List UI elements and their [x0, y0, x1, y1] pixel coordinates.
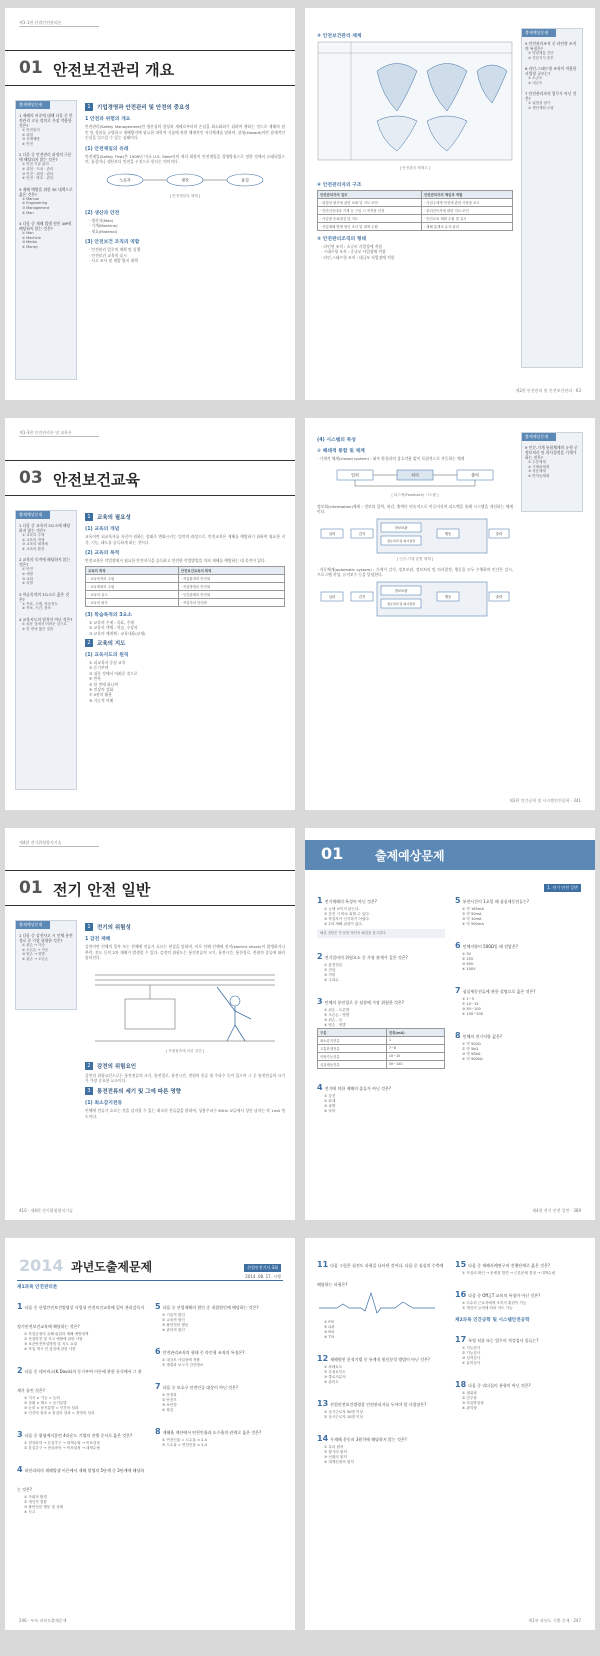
question-column [455, 1252, 583, 1417]
page-safety-education [5, 418, 295, 810]
system-diagram [317, 41, 513, 173]
table-row: · 위험성 평가에 관한 보좌 및 지도·조언 · 사업주에게 안전에 관한 사항을 보고 [318, 199, 513, 207]
chapter-title: 출제예상문제 [375, 849, 445, 863]
list-item: · 안전관리 업무의 계획 및 실행 [89, 247, 141, 253]
paragraph: 감전의 위험요인으로는 통전전류의 크기, 통전경로, 통전시간, 전원의 종류 및 주파수 등이 있으며 그 중 통전전류의 크기가 가장 중요한 요소이다. [85, 1072, 285, 1084]
question: 17 특정 직종 또는 업무의 적성검사 종류는? ① 지능검사 ② 기능검사 ③ 성격검사 ④ 흥미검사 [455, 1335, 539, 1365]
table-row: · 교육의 실시 · 인간관계의 안전화 [86, 590, 285, 598]
chapter-title-bar [5, 870, 295, 906]
list-item: ② 교육의 객체 : 학습, 수강자 [89, 625, 138, 631]
question-column [317, 1252, 445, 1471]
paragraph: 교육이란 피교육자를 자신이 원하는 상태로 변화시키는 일련의 과정으로, 안전교육은 재해를 예방하기 위하여 필요한 지식, 기능, 태도를 습득하게 하는 것이다. [85, 534, 285, 545]
flow-node: 처리 [411, 472, 419, 478]
running-footer: 410 · 제4편 전기위험방지기술 [19, 1208, 73, 1213]
page-electrical-safety [5, 828, 295, 1220]
sidebar-question: 5 안전관리조직 중 라인형 조직의 특징은? ① 명령계통 간단 ② 전문지식 풍부 [525, 41, 577, 60]
sidebar-questions [15, 100, 77, 380]
list-item: ④ 반복 [89, 676, 101, 682]
subheading: (2) 교육의 목적 [85, 551, 120, 557]
question-option: ① Man [22, 231, 34, 236]
chapter-title: 과년도출제문제 [71, 1260, 153, 1274]
chapter-number: 01 [19, 878, 43, 898]
running-header: 제4편 전기위험방지기술 [19, 840, 99, 847]
section-number: 1 [85, 103, 93, 111]
question: 3 다음 중 위험예지훈련 4라운드 기법의 진행 순서로 옳은 것은? ① 현상파악 → 본질추구 → 대책수립 → 목표설정 ② 본질추구 → 현상파악 → 목표설정 → 대책수립 [17, 1430, 133, 1450]
sidebar-question: 4 교육지도의 원칙이 아닌 것은? ① 쉬운 것에서 어려운 것으로 ② 한 번에 많은 것을 [19, 616, 73, 631]
paragraph: 정보화(information)체계 : 정보의 입력, 처리, 출력이 연속적으로 이루어지며 피드백을 통해 시스템을 개선하는 체계이다. [317, 503, 513, 515]
subheading: ④ 안전관리자의 구조 [317, 183, 362, 188]
flow-node: 행동 [444, 531, 452, 536]
page-past-exam [5, 1238, 295, 1630]
subject-heading: 제1과목 안전관리론 [17, 1285, 58, 1290]
paragraph: 안전관리(Safety Management)란 생산성의 향상과 재해로부터의 손실을 최소화하기 위하여 행하는 것으로 재해의 원인 및 경과를 규명하고 재해방지에 필요한 과학적 기술에 관한 체계적인 지식체계를 말하며, 위험(Hazard)이란 잠재적인 손실을 일으킬 수 있는 상태이다. [85, 124, 285, 141]
question-option: ② 위험 [22, 132, 34, 137]
duties-table [317, 190, 513, 231]
flow-node: 노동자 [119, 177, 131, 183]
ecg-waveform [317, 1290, 437, 1316]
figure-caption: [ 안전관리 체계도 ] [399, 166, 431, 170]
chapter-number: 03 [19, 468, 43, 488]
sidebar-question [16, 148, 76, 182]
list-item: ① 교육의 주제 : 목표, 주제 [89, 619, 134, 625]
question-option: ③ Media [22, 240, 37, 245]
question-option: ④ 안전 · 방호 · 관리 [22, 176, 54, 181]
subheading: (1) 교육의 개념 [85, 527, 120, 532]
running-header: 제1-1편 산업안전관리론 [19, 20, 99, 27]
list-item: ⑥ 인상의 강화 [89, 687, 114, 693]
question: 7 심실세동전류에 관한 설명으로 옳은 것은? ① 1~5 ② 10~15 ③ 50~100 ④ 150~200 [455, 986, 536, 1016]
table-row: 심실세동전류 50~100 [318, 1060, 445, 1068]
page-safety-system [305, 8, 595, 400]
subheading: (1) 안전제일의 유래 [85, 146, 129, 152]
sidebar-questions [521, 432, 583, 512]
table-row: · 산업재해 발생 원인 조사 및 대책 수립 · 재해 통계의 유지·관리 [318, 223, 513, 231]
flow-node: 출력 [495, 594, 503, 599]
list-item: · 생산자(Man) [89, 217, 114, 223]
page-past-exam-continued [305, 1238, 595, 1630]
list-item: ⑧ 기능적 이해 [89, 697, 114, 703]
list-item: ⑦ 5관의 활용 [89, 692, 112, 698]
main-text [85, 920, 285, 1121]
main-text [317, 28, 513, 260]
question-column [17, 1294, 145, 1521]
sidebar-question [16, 183, 76, 217]
paragraph: · 기계적 체계(closed system) : 외부 환경과의 상호작용 없이 독립적으로 작동하는 체계 [317, 456, 465, 461]
list-item: ① 피교육자 중심 교육 [89, 660, 126, 665]
question: 4 전기에 의한 재해의 종류가 아닌 것은? ① 감전 ② 화재 ③ 폭발 ④ 낙하 [317, 1082, 392, 1113]
sidebar-question: 1 다음 중 감전사고 시 인체 통전경로 중 가장 위험한 것은? ① 왼손 → 가슴 ② 오른손 → 가슴 ③ 양손 → 양발 ④ 왼손 → 오른손 [19, 933, 73, 961]
list-item: · 라인-스태프형 조직 : 대규모 사업장에 적합 [321, 254, 395, 260]
section-title: 기업경영과 안전관리 및 안전의 중요성 [97, 105, 190, 111]
table-row: · 안전인증대상 기계 등 구입 시 적격품 선정 · 관리감독자에 대한 지도·조언 [318, 207, 513, 215]
flow-node: 정보처리 및 의사결정 [387, 601, 415, 606]
question: 11 다음 그림은 심전도 파형을 나타낸 것이다. 다음 중 심실의 수축에 해당하는 파형은? ① P파 ② Q파 ③ R파 ④ T파 [317, 1260, 444, 1339]
question: 8 재해율 계산에서 연천인율과 도수율의 관계로 옳은 것은? ① 연천인율 = 도수율 × 2.4 ② 도수율 = 연천인율 × 2.4 [155, 1427, 262, 1447]
list-item: · 스태프형 조직 : 중규모 사업장에 적합 [321, 249, 386, 255]
subject-heading: 제2과목 인간공학 및 시스템안전공학 [455, 1318, 530, 1323]
subheading: (1) 교육지도의 원칙 [85, 653, 129, 658]
current-table: 구분 전류(mA) 최소감지전류 1 고통한계전류 7~8 이탈가능전류 10~15 심실세동전류 50~100 [317, 1028, 445, 1069]
table-header: 안전관리자의 업무 [318, 191, 422, 199]
question-stem: 4 다음 중 재해 발생 원인 4M에 해당하지 않는 것은? [19, 221, 72, 232]
table-row: 이탈가능전류 10~15 [318, 1052, 445, 1060]
flow-node: 행동 [444, 594, 452, 599]
question-stem: 1 재해의 비중에 대해 다음 중 안전관리 고유 정의로 가장 적합한 것은? [19, 113, 73, 128]
question-option: ④ Money [22, 244, 38, 249]
list-item: ③ 쉬운 것에서 어려운 것으로 [89, 670, 138, 676]
list-item: · 재료(Material) [89, 228, 118, 234]
subheading: (4) 시스템의 특성 [317, 438, 356, 443]
question-option: ① 안전 기술 관리 [22, 162, 49, 167]
list-item: ⑤ 한 번에 하나씩 [89, 681, 119, 687]
list-item: · 라인형 조직 : 소규모 사업장에 적합 [321, 244, 383, 249]
sidebar-questions [15, 510, 77, 790]
section-heading [85, 103, 285, 111]
subheading: ① 폐쇄적 통합 및 체계 [317, 449, 365, 454]
education-table: 교육의 목적 안전보건교육의 목적 · 교육목적의 수립 · 작업환경의 안전화 · 교육계획의 수립 · 작업방법의 안전화 · 교육의 실시 · 인간관계의 안전화 · 교육의 평가 · 작업자의 안전화 [85, 566, 285, 607]
flow-node: 출력 [471, 472, 479, 478]
exam-year: 2014 [19, 1256, 64, 1275]
chapter-title: 안전보건교육 [53, 471, 140, 489]
chapter-number: 01 [321, 844, 344, 863]
flow-node: 입력 [328, 531, 336, 536]
question: 4 하인리히의 재해발생 이론에서 재해 발생의 5단계 중 3단계에 해당하는 것은? ① 사회적 환경 ② 개인적 결함 ③ 불안전한 행동 및 상태 ④ 사고 [17, 1465, 145, 1514]
figure-caption: [ 직접접촉에 의한 감전 ] [165, 1048, 205, 1053]
question: 15 다음 중 재해사례연구의 진행단계로 옳은 것은? ① 사실의 확인 → 문제점 발견 → 근본문제 결정 → 대책수립 [455, 1260, 556, 1275]
automatic-system-diagram [317, 580, 513, 618]
chapter-title-bar [5, 460, 295, 496]
question-column [155, 1294, 283, 1454]
table-row: · 교육목적의 수립 · 작업환경의 안전화 [86, 574, 285, 582]
subheading: ③ 안전보건관리 체계 [317, 34, 362, 39]
flow-node: 입력 [351, 472, 359, 478]
sidebar-questions [521, 28, 583, 368]
table-row: 최소감지전류 1 [318, 1036, 445, 1044]
flow-node: 감지 [358, 594, 366, 599]
question-option: ③ Management [22, 205, 50, 210]
exam-badge: 산업안전기사 3회 2014. 08. 17. 시행 [245, 1265, 281, 1279]
topic-tag: 1. 전기 안전 일반 [544, 874, 581, 893]
question-option: ④ 안전 [22, 141, 34, 146]
question: 2 전기설비의 위험요소 중 가장 관계가 깊은 것은? ① 통전전류 ② 전압 ③ 저항 ④ 주파수 [317, 951, 408, 982]
question-option: ① 안전관리 [22, 128, 40, 132]
page-system-types [305, 418, 595, 810]
figure-caption: [ 피드백(Feedback) 시스템 ] [391, 492, 439, 497]
question: 6 인체저항이 500Ω일 때 전압은? ① 5V ② 25V ③ 50V ④ 100V [455, 941, 518, 971]
running-footer: 246 · 부록 과년도출제문제 [19, 1618, 67, 1623]
answer-box: 해설 정답은 각 문항 하단의 해설을 참고한다. [317, 929, 445, 938]
sidebar-question: 3 학습목적의 3요소로 옳은 것은? ① 목표, 주제, 학습정도 ② 목표, 시간, 장소 [19, 591, 70, 611]
question: 3 인체의 통전경로 중 심장에 가장 위험한 것은? ① 왼손 - 오른발 ② 오른손 - 양발 ③ 왼손 - 등 ④ 양손 - 양발 구분 전류(mA) 최소감지전류 1 고통한계전류 7~8 이탈가능전류 10~15 심실세동전류 50~100 [317, 989, 445, 1069]
chapter-title: 안전보건관리 개요 [53, 61, 175, 79]
subheading: (2) 생산과 안전 [85, 210, 120, 216]
figure-caption: [ 안전제일의 체계 ] [169, 193, 201, 198]
question-option: ① Manual [22, 196, 39, 201]
question-option: ③ 안전 · 위험 · 관리 [22, 171, 54, 176]
sidebar-questions [15, 920, 77, 1010]
section-heading: 3 통전전류의 세기 및 그에 따른 영향 [85, 1087, 285, 1095]
sidebar-question: 2 교육의 목적에 해당하지 않는 것은? ① 안전 ② 예방 ③ 교화 ④ 처벌 [19, 557, 71, 586]
question-column [317, 888, 445, 1120]
question: 1 다음 중 산업안전보건법령상 사업내 안전보건교육에 있어 관리감독자 정기안전보건교육에 해당하는 것은? ① 작업공정의 유해·위험과 재해 예방대책 ② 산업안전 및 사고 예방에 관한 사항 ③ 표준안전작업방법 및 지도 요령 ④ 작업 개시 전 점검에 관한 사항 [17, 1302, 145, 1351]
main-text [85, 100, 285, 263]
question: 6 안전관리조직의 형태 중 라인형 조직의 특징은? ① 대규모 사업장에 적합 ② 명령과 보고가 간단명료 [155, 1347, 245, 1367]
question: 7 다음 중 보호구 안전인증 대상이 아닌 것은? ① 안전화 ② 안전모 ③ 보안경 ④ 장갑 [155, 1382, 239, 1412]
list-item: ③ 교육의 매개체 : 교육내용(교재) [89, 630, 146, 636]
main-text [317, 432, 513, 622]
section-heading: 1 교육의 필요성 [85, 513, 285, 521]
section-heading: 2 감전의 위험요인 [85, 1062, 285, 1070]
question-column [455, 888, 583, 1068]
subheading: (1) 최소감지전류 [85, 1100, 123, 1106]
list-item: ② 동기부여 [89, 665, 109, 671]
chapter-number: 01 [19, 58, 43, 78]
sidebar-question: 7 안전관리자의 업무가 아닌 것은? ① 위험성 평가 ② 생산계획 수립 [525, 91, 577, 110]
question: 18 다음 중 리더십의 유형이 아닌 것은? ① 권위형 ② 민주형 ③ 자유방임형 ④ 관리형 [455, 1380, 531, 1410]
flow-node: 정보보관 [394, 588, 408, 593]
table-row: · 사업장 순회점검 및 지도 · 안전교육 계획 수립 및 실시 [318, 215, 513, 223]
sidebar-heading: 출제예상문제 [522, 29, 556, 37]
list-item: · 기계(Machine) [89, 223, 118, 229]
question-stem: 2 다음 중 안전관리 과정의 구분에 해당되지 않는 것은? [19, 152, 72, 163]
chapter-title-bar [5, 50, 295, 86]
question-option: ④ Man [22, 210, 34, 215]
sidebar-heading: 출제예상문제 [16, 921, 50, 929]
question: 14 무재해 운동의 3원칙에 해당하지 않는 것은? ① 무의 원칙 ② 참가의 원칙 ③ 선취의 원칙 ④ 대책선정의 원칙 [317, 1434, 407, 1464]
question-stem: 3 재해 예방을 위한 3E 대책으로 옳은 것은? [19, 186, 73, 197]
section-heading: 1 전기의 위험성 [85, 923, 285, 931]
chapter-title-bar [305, 840, 595, 870]
table-row: 고통한계전류 7~8 [318, 1044, 445, 1052]
flow-node: 입력 [328, 594, 336, 599]
table-header: 안전관리자의 책임과 역할 [422, 191, 513, 199]
paragraph: 안전교육은 작업장에서 필요한 안전지식을 습득하고 안전한 작업방법을 익혀 재해를 예방하는 데 목적이 있다. [85, 558, 266, 564]
question-option: ② 위험 · 조치 · 관리 [22, 166, 54, 171]
flow-node: 품질 [241, 177, 249, 183]
table-row: · 교육의 평가 · 작업자의 안전화 [86, 598, 285, 606]
paragraph: 안전제일(Safety First)은 1906년 미국 U.S. Steel사의 게리 회장이 안전제일을 경영방침으로 정한 것에서 유래되었으며, 품질이나 생산보다 안전을 우선으로 한다는 의미이다. [85, 153, 285, 165]
flow-diagram [85, 167, 285, 201]
flow-node: 정보보관 [394, 525, 408, 530]
figure-caption: [ 인간-기계 통합 체계 ] [396, 556, 434, 561]
sidebar-question [16, 217, 76, 251]
flow-node: 정보처리 및 의사결정 [387, 538, 415, 543]
subheading: 1 안전과 위험의 개요 [85, 117, 131, 122]
table-row: · 교육계획의 수립 · 작업방법의 안전화 [86, 582, 285, 590]
subheading: (3) 안전보건 조직의 역할 [85, 240, 140, 246]
main-text [85, 510, 285, 703]
subheading: ⑤ 안전관리조직의 형태 [317, 237, 367, 242]
sidebar-question: 1 다음 중 교육의 3요소에 해당하지 않는 것은? ① 교육의 주체 ② 교육의 객체 ③ 교육의 매개체 ④ 교육의 환경 [19, 523, 71, 551]
sidebar-heading: 출제예상문제 [522, 433, 556, 441]
running-footer: 제4편 전기 안전 일반 · 389 [532, 1208, 581, 1213]
question: 5 다음 중 산업재해의 원인 중 직접원인에 해당하는 것은? ① 기술적 원인 ② 교육적 원인 ③ 불안전한 행동 ④ 관리적 원인 [155, 1302, 259, 1332]
page-safety-management [5, 8, 295, 400]
integration-diagram [317, 517, 513, 563]
running-footer: 제2편 안전관리 및 안전보건관리 · 63 [515, 388, 581, 393]
page-expected-questions [305, 828, 595, 1220]
subheading: (3) 학습목적의 3요소 [85, 612, 132, 618]
question-option: ③ 산재예방 [22, 137, 40, 142]
question: 12 재해원인 분석기법 중 통계적 원인분석 방법이 아닌 것은? ① 파레토도 ② 특성요인도 ③ 클로즈분석 ④ 관리도 [317, 1354, 431, 1384]
question: 16 다음 중 Off.J.T 교육의 특징이 아닌 것은? ① 다수의 근로자에게 조직적 훈련이 가능 ② 개인의 능력에 따라 지도 가능 [455, 1290, 541, 1310]
flow-node: 출력 [495, 531, 503, 536]
paragraph: · 자동체계(automatic system) : 기계가 감지, 정보보관, 정보처리 및 의사결정, 행동을 모두 수행하며 인간은 감시, 프로그램 작성, 유지보수 등을 담당한다. [317, 566, 513, 578]
question: 5 통전시간이 1초일 때 심실세동전류는? ① 약 165mA ② 약 50mA ③ 약 10mA ④ 약 500mA [455, 896, 530, 926]
sidebar-question [16, 109, 76, 148]
running-footer: 제3편 인간공학 및 시스템안전공학 · 341 [509, 798, 581, 803]
section-heading: 2 교육의 지도 [85, 639, 285, 647]
chapter-title: 전기 안전 일반 [53, 881, 151, 899]
running-header: 제1-3편 안전관리론 및 교육론 [19, 430, 99, 437]
question-option: ② Machine [22, 235, 41, 240]
list-item: · 사고 조사 및 재발 방지 대책 [89, 258, 138, 263]
sidebar-heading: 출제예상문제 [16, 101, 50, 109]
flow-node: 감지 [358, 531, 366, 536]
question: 13 산업안전보건법령상 안전관리자를 두어야 할 사업장은? ① 상시근로자 50명 이상 ② 상시근로자 10명 이상 [317, 1399, 427, 1419]
question: 1 전기재해의 특성이 아닌 것은? ① 눈에 보이지 않는다. ② 감전 시 바로 피할 수 있다. ③ 작업자가 인식하기 어렵다. ④ 2차 재해 위험이 있다. 해설 정답은 각 문항 하단의 해설을 참고한다. [317, 888, 445, 938]
list-item: · 안전보건 교육의 실시 [89, 252, 127, 258]
flow-node: 생산 [181, 177, 189, 183]
question-option: ② Engineering [22, 201, 48, 206]
question: 8 인체의 전기저항 값은? ① 약 500Ω ② 약 5kΩ ③ 약 50kΩ ④ 약 500kΩ [455, 1031, 503, 1061]
paragraph: 인체에 전류가 흐르는 것을 감지할 수 있는 최소의 전류값을 말하며, 상용주파수 60Hz 교류에서 성인 남자는 약 1mA 정도이다. [85, 1107, 285, 1119]
sidebar-question: 9 인간-기계 통합체계의 유형 중 정보처리 및 의사결정을 기계가 하는 것은? ① 수동체계 ② 기계화체계 ③ 자동체계 ④ 반자동체계 [525, 445, 578, 478]
question: 2 다음 중 데이비스(K.Davis)의 동기부여 이론에 관한 등식에서 그 관계가 틀린 것은? ① 지식 × 기능 = 능력 ② 상황 × 태도 = 동기유발 ③ 능력 × 동기유발 = 인간의 성과 ④ 인간의 성과 × 물질의 성과 = 경영의 성과 [17, 1366, 142, 1415]
sidebar-question: 6 라인-스태프형 조직이 적합한 사업장 규모는? ① 소규모 ② 대규모 [525, 66, 577, 85]
feedback-diagram [317, 464, 513, 500]
running-footer: 제1부 과년도 기출 문제 · 247 [528, 1618, 581, 1623]
sidebar-heading: 출제예상문제 [16, 511, 50, 519]
paragraph: 감전이란 인체의 일부 또는 전체에 전류가 흐르는 현상을 말하며, 이로 인해 인체에 전격(electric shock)이 발생하거나 추락, 전도 등의 2차 재해가 발생할 수 있다. 감전의 위험도는 통전전류의 크기, 통전시간, 통전경로, 전원의 종류에 따라 달라진다. [85, 944, 285, 961]
subheading: 1 감전 재해 [85, 937, 111, 942]
electric-shock-figure [85, 963, 285, 1055]
